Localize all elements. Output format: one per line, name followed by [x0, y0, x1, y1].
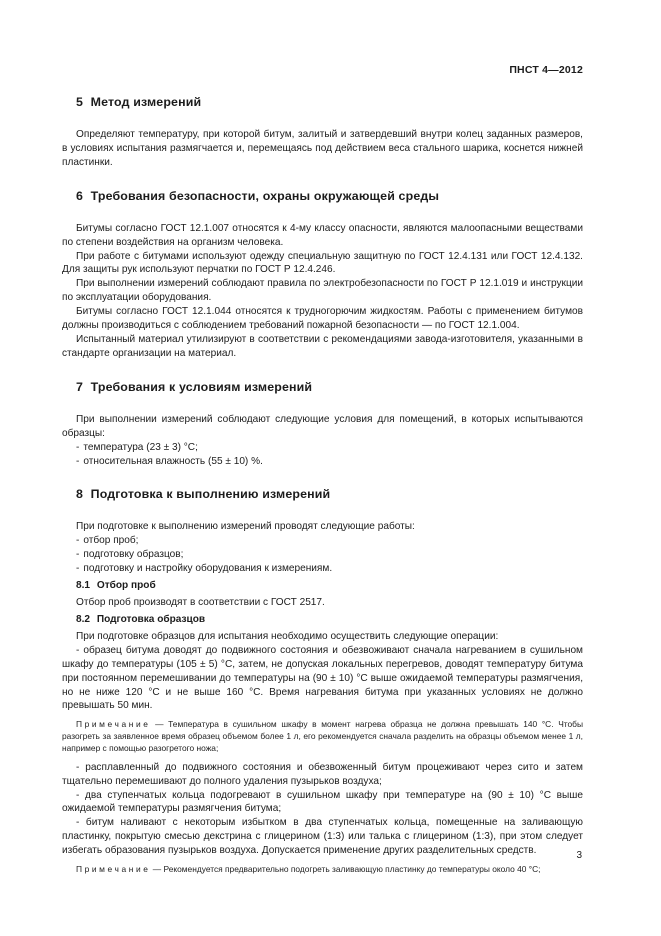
- note: [62, 719, 583, 754]
- section-title: Требования безопасности, охраны окружающей среды: [90, 188, 440, 203]
- paragraph: Испытанный материал утилизируют в соответствии с рекомендациями завода-изготовителя, указанными в стандарте организации на материал.: [62, 333, 583, 359]
- paragraph: - битум наливают с некоторым избытком в два ступенчатых кольца, помещенные на заливающую пластинку, покрытую смесью декстрина с глицерином (1:3) или талька с глицерином (1:3), при этом следует избегать образования пузырьков воздуха. Допускается применение других разделительных средств.: [62, 817, 583, 857]
- page-number: 3: [576, 850, 582, 861]
- section-6-heading: [76, 189, 583, 203]
- paragraph: Отбор проб производят в соответствии с ГОСТ 2517.: [76, 597, 325, 609]
- note-label: Примечание: [76, 864, 151, 875]
- paragraph: При подготовке образцов для испытания необходимо осуществить следующие операции:: [76, 630, 499, 642]
- subsection-8-1-heading: [76, 579, 583, 592]
- list-item: - подготовку и настройку оборудования к измерениям.: [76, 563, 333, 575]
- page-content: [62, 95, 583, 882]
- note-label: Примечание: [76, 719, 151, 730]
- list-item: - относительная влажность (55 ± 10) %.: [76, 455, 263, 467]
- paragraph: При выполнении измерений соблюдают правила по электробезопасности по ГОСТ Р 12.1.019 и инструкции по эксплуатации оборудования.: [62, 278, 583, 304]
- subsection-8-2-heading: [76, 613, 583, 626]
- list-item: - температура (23 ± 3) °С;: [76, 441, 198, 453]
- list-item: - подготовку образцов;: [76, 549, 184, 561]
- section-number: 5: [76, 95, 84, 109]
- section-5-heading: [76, 95, 583, 109]
- section-number: 6: [76, 188, 84, 203]
- subsection-title: Подготовка образцов: [96, 613, 206, 625]
- subsection-number: 8.1: [76, 580, 91, 592]
- section-number: 7: [76, 379, 84, 394]
- section-7-heading: [76, 380, 583, 394]
- subsection-number: 8.2: [76, 613, 91, 625]
- section-title: Требования к условиям измерений: [90, 379, 313, 394]
- paragraph: - расплавленный до подвижного состояния и обезвоженный битум процеживают через сито и затем тщательно перемешивают до полного удаления пузырьков воздуха;: [62, 761, 583, 787]
- document-id: ПНСТ 4—2012: [509, 64, 583, 76]
- section-number: 8: [76, 487, 84, 502]
- note-text: — Температура в сушильном шкафу в момент нагрева образца не должна превышать 140 °С. Чтобы разогреть за заявленное время образец объемом более 1 л, его рекомендуется сначала разделить на образцы объемом менее 1 л, например с помощью разогретого ножа;: [62, 719, 583, 753]
- section-8-heading: [76, 487, 583, 501]
- paragraph: Битумы согласно ГОСТ 12.1.044 относятся к трудногорючим жидкостям. Работы с применением битумов должны производиться с соблюдением требований пожарной безопасности — по ГОСТ 12.1.004.: [62, 306, 583, 332]
- paragraph: При работе с битумами используют одежду специальную защитную по ГОСТ 12.4.131 или ГОСТ 12.4.132. Для защиты рук используют перчатки по ГОСТ Р 12.4.246.: [62, 250, 583, 276]
- paragraph: При выполнении измерений соблюдают следующие условия для помещений, в которых испытываются образцы:: [62, 413, 583, 439]
- paragraph: Определяют температуру, при которой битум, залитый и затвердевший внутри колец заданных размеров, в условиях испытания размягчается и, перемещаясь под действием веса стального шарика, коснется нижней пластинки.: [62, 129, 583, 168]
- paragraph: - два ступенчатых кольца подогревают в сушильном шкафу при температуре на (90 ± 10) °С выше ожидаемой температуры размягчения битума;: [62, 789, 583, 815]
- subsection-title: Отбор проб: [96, 580, 156, 592]
- section-title: Метод измерений: [90, 95, 202, 109]
- section-title: Подготовка к выполнению измерений: [90, 487, 331, 502]
- paragraph: Битумы согласно ГОСТ 12.1.007 относятся к 4-му классу опасности, являются малоопасными веществами по степени воздействия на организм человека.: [62, 222, 583, 248]
- list-item: - отбор проб;: [76, 535, 139, 547]
- paragraph: - образец битума доводят до подвижного состояния и обезвоживают сначала нагреванием в сушильном шкафу до температуры (105 ± 5) °С, затем, не допуская локальных перегревов, доводят температуру битума при постоянном перемешивании до температуры на (90 ± 10) °С выше ожидаемой температуры размягчения, но не ниже 120 °С и не выше 160 °С. Время нагревания битума при указанных условиях не должно превышать 50 мин.: [62, 644, 583, 712]
- paragraph: При подготовке к выполнению измерений проводят следующие работы:: [76, 521, 415, 533]
- note-text: — Рекомендуется предварительно подогреть заливающую пластинку до температуры около 40 °С;: [150, 864, 541, 875]
- note: [62, 864, 583, 876]
